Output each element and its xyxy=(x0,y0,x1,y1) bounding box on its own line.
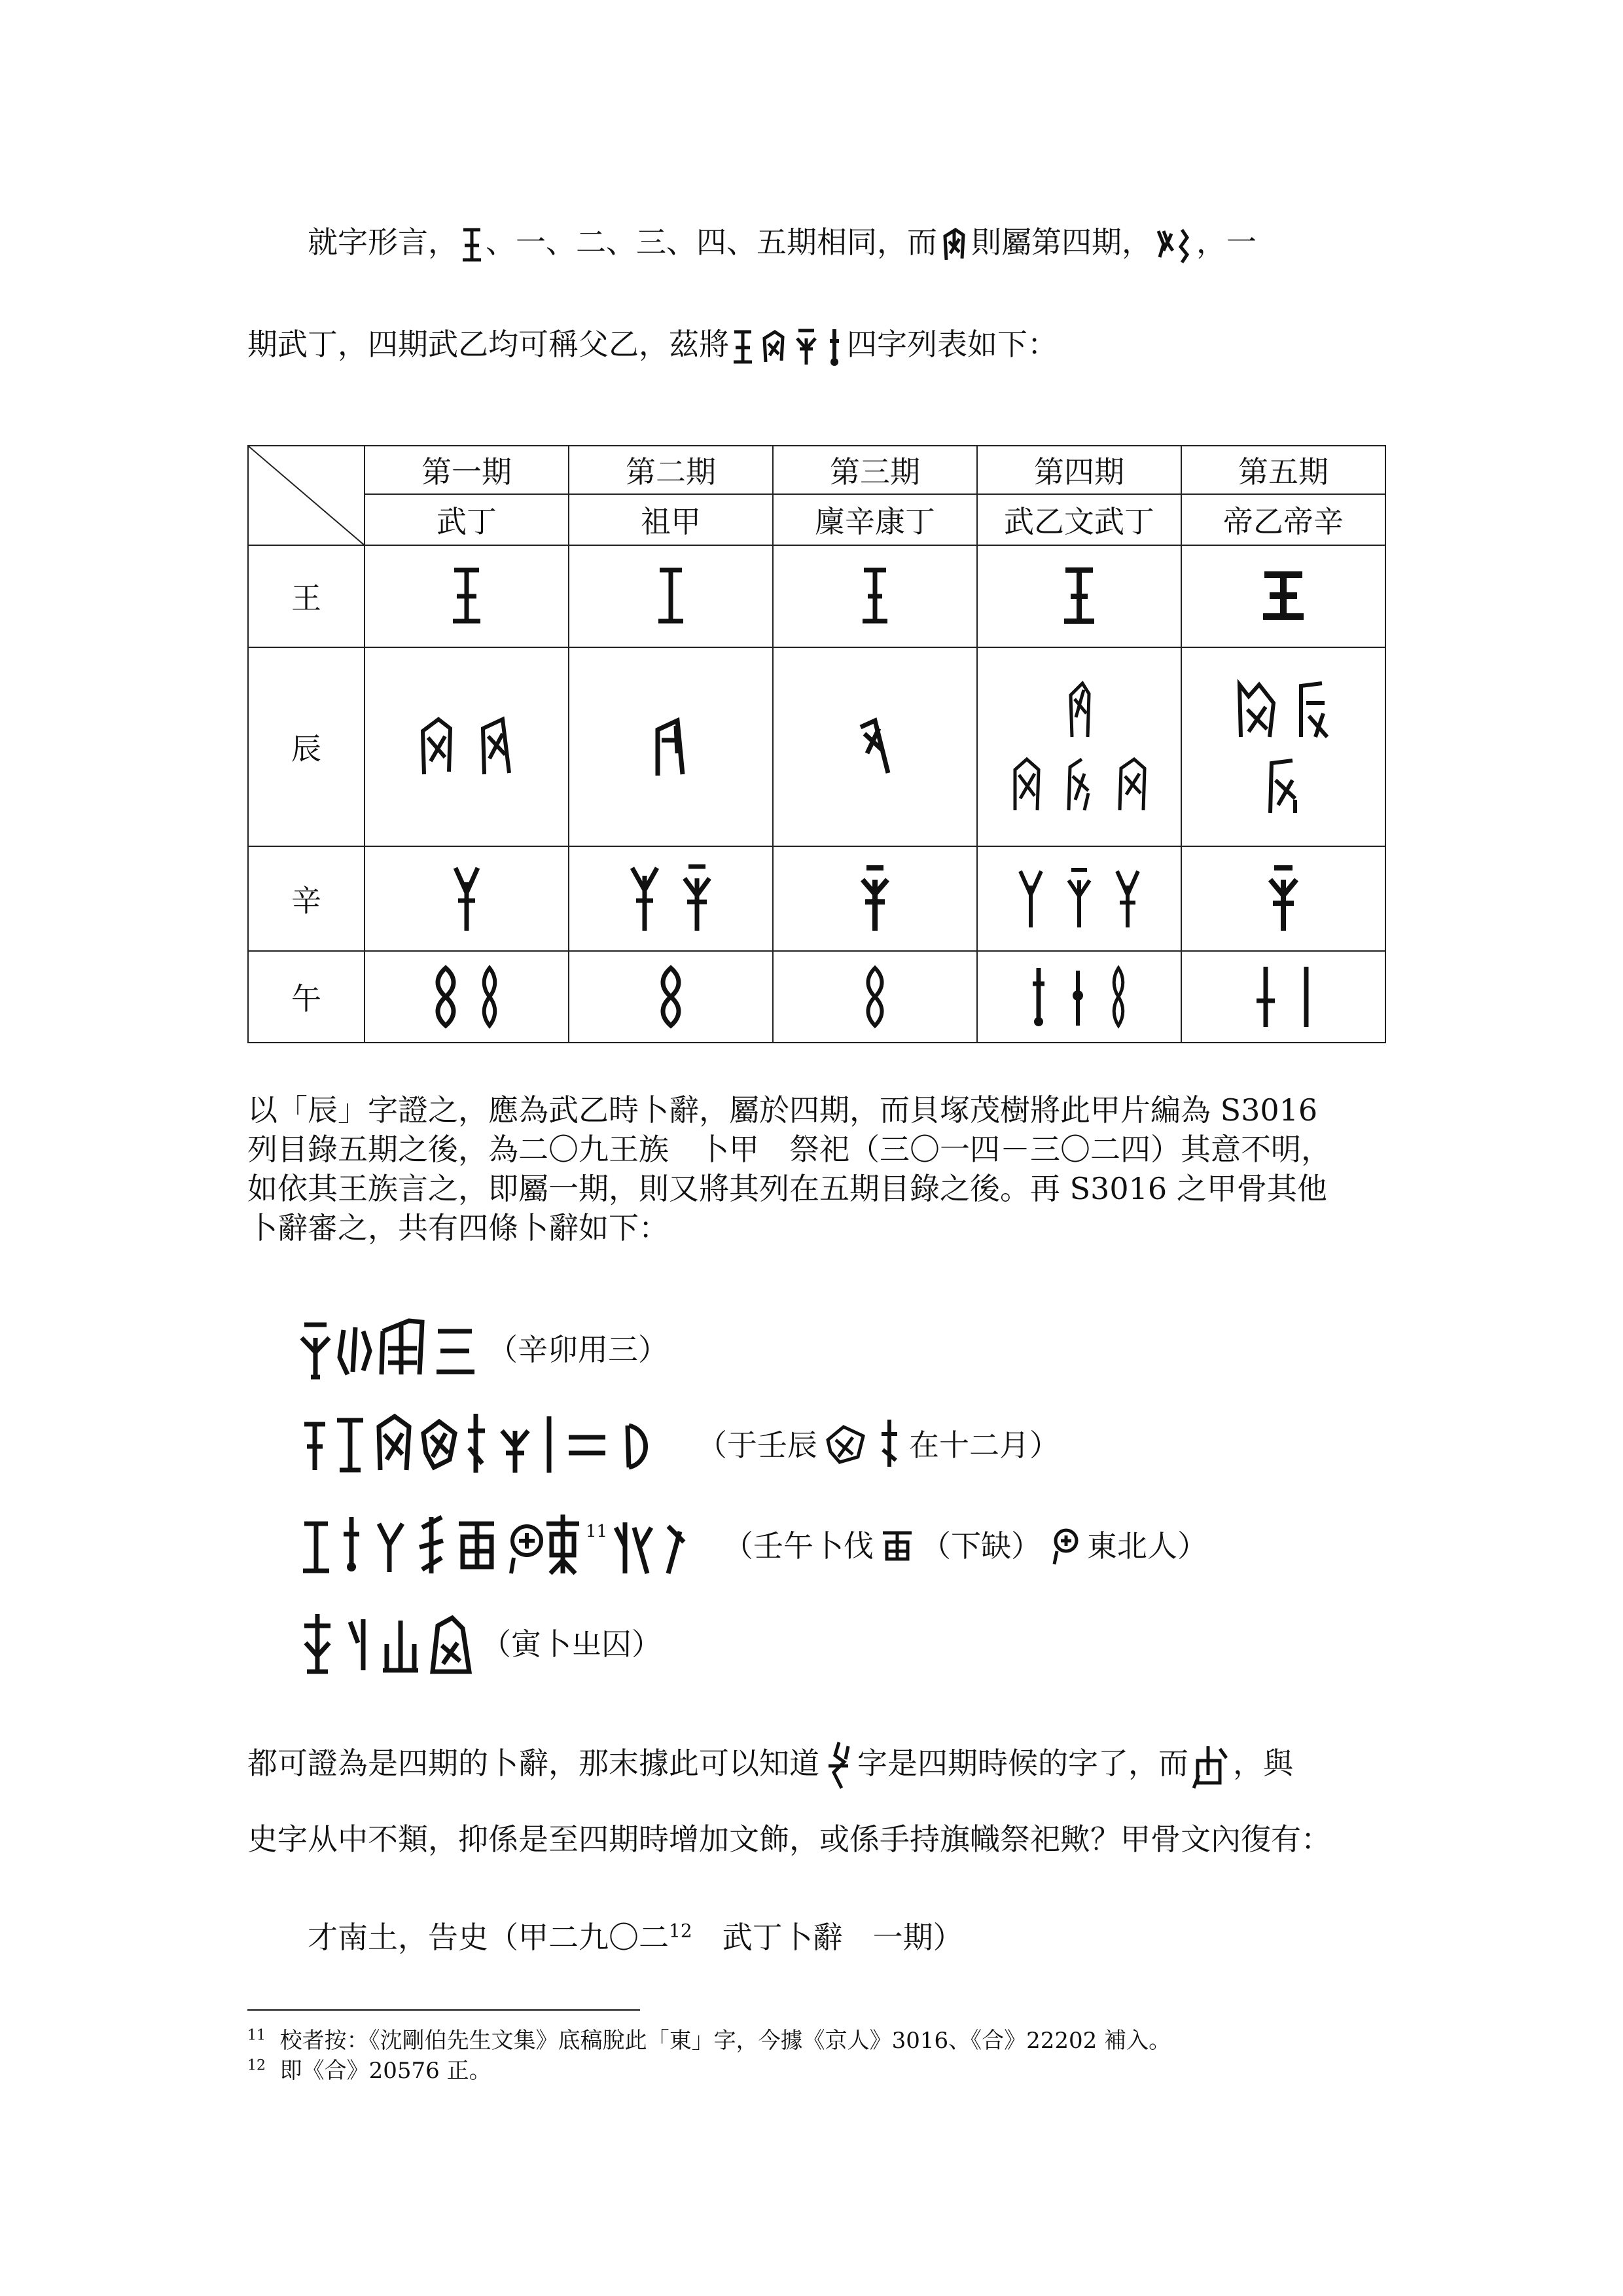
oracle-chen-glyph xyxy=(1265,754,1302,817)
oracle-chen-glyph xyxy=(1115,754,1149,814)
oracle-chen-glyph xyxy=(759,328,788,366)
inscription-gloss: （于壬辰 xyxy=(697,1427,817,1463)
period-header: 第五期 xyxy=(1181,446,1385,494)
footnote-mark: 11 xyxy=(586,1522,608,1541)
oracle-wu-glyph xyxy=(1029,964,1048,1030)
wang-period-1 xyxy=(365,545,569,647)
wu-period-3 xyxy=(773,951,977,1043)
oracle-wang-glyph xyxy=(1260,568,1306,624)
paragraph-line: 卜辭審之，共有四條卜辭如下： xyxy=(247,1210,669,1246)
row-label-chen: 辰 xyxy=(248,647,365,846)
king-header: 武乙文武丁 xyxy=(977,494,1181,545)
chen-period-5 xyxy=(1181,647,1385,846)
wang-period-5 xyxy=(1181,545,1385,647)
oracle-xin-glyph xyxy=(450,863,483,935)
oracle-fu-yi-glyph xyxy=(1154,224,1194,265)
inscription-1 xyxy=(298,1312,668,1384)
oracle-glyph xyxy=(1048,1521,1080,1567)
inscription-4 xyxy=(298,1606,662,1678)
chen-period-1 xyxy=(365,647,569,846)
period-comparison-table xyxy=(247,445,1386,1043)
intro-line-2: 期武丁，四期武乙均可稱父乙，茲將 四字列表如下： xyxy=(247,325,1058,367)
oracle-chen-glyph xyxy=(855,714,895,780)
oracle-wang-glyph xyxy=(859,565,891,628)
corner-diagonal-cell xyxy=(248,446,365,545)
chen-period-3 xyxy=(773,647,977,846)
xin-period-5 xyxy=(1181,846,1385,951)
period-header: 第三期 xyxy=(773,446,977,494)
oracle-chen-glyph xyxy=(940,226,969,264)
oracle-chen-glyph xyxy=(824,1420,870,1466)
oracle-shi-glyph xyxy=(1191,1742,1230,1789)
row-label-wang: 王 xyxy=(248,545,365,647)
paragraph-3-line-2: 史字从中不類，抑係是至四期時增加文飾，或係手持旗幟祭祀歟？甲骨文內復有： xyxy=(247,1821,1331,1857)
footnote-number: 12 xyxy=(247,2057,266,2074)
oracle-chen-glyph xyxy=(651,714,690,780)
king-header: 武丁 xyxy=(365,494,569,545)
xin-period-4 xyxy=(977,846,1181,951)
footnote-separator xyxy=(247,2009,640,2011)
oracle-chen-glyph xyxy=(1296,677,1332,742)
period-header: 第二期 xyxy=(569,446,773,494)
oracle-glyph xyxy=(876,1417,902,1469)
oracle-wu-glyph xyxy=(1298,963,1314,1031)
oracle-wang-glyph xyxy=(461,226,483,264)
wu-period-5 xyxy=(1181,951,1385,1043)
oracle-wang-glyph xyxy=(732,328,754,366)
oracle-wu-glyph xyxy=(433,964,459,1030)
paragraph-3-line-1: 都可證為是四期的卜辭，那末據此可以知道 字是四期時候的字了，而 ，與 xyxy=(247,1740,1293,1792)
oracle-chen-glyph xyxy=(1062,754,1096,814)
xin-period-3 xyxy=(773,846,977,951)
oracle-wu-glyph xyxy=(658,964,684,1030)
wang-period-2 xyxy=(569,545,773,647)
oracle-xin-glyph xyxy=(1113,866,1142,931)
oracle-xin-glyph xyxy=(1016,866,1045,931)
wang-period-3 xyxy=(773,545,977,647)
king-header: 祖甲 xyxy=(569,494,773,545)
oracle-xin-glyph xyxy=(628,863,661,935)
wu-period-2 xyxy=(569,951,773,1043)
xin-period-1 xyxy=(365,846,569,951)
inscription-gloss: （寅卜㞢囚） xyxy=(481,1626,662,1662)
paragraph-s3016 xyxy=(247,1090,1331,1247)
wang-period-4 xyxy=(977,545,1181,647)
oracle-chen-glyph xyxy=(1010,754,1044,814)
paragraph-line: 列目錄五期之後，為二〇九王族 卜甲 祭祀（三〇一四－三〇二四）其意不明， xyxy=(247,1132,1331,1167)
oracle-wang-glyph xyxy=(450,565,483,628)
inscription-gloss: 在十二月） xyxy=(909,1427,1060,1463)
oracle-wang-glyph xyxy=(654,565,687,628)
period-header: 第四期 xyxy=(977,446,1181,494)
xin-period-2 xyxy=(569,846,773,951)
inscription-3 xyxy=(298,1508,1207,1580)
paragraph-line: 如依其王族言之，即屬一期，則又將其列在五期目錄之後。再 S3016 之甲骨其他 xyxy=(247,1171,1327,1206)
oracle-wu-glyph xyxy=(1253,963,1279,1031)
footnote-11: $^{11}$ 校者按：《沈剛伯先生文集》底稿脫此「東」字，今據《京人》3016、《合》22202 補入。 xyxy=(247,2027,1171,2054)
oracle-wu-glyph xyxy=(825,327,844,367)
oracle-xin-glyph xyxy=(793,327,819,367)
oracle-wu-glyph xyxy=(1107,964,1130,1030)
oracle-glyph xyxy=(880,1521,914,1567)
oracle-inscription-glyphs xyxy=(298,1508,717,1580)
oracle-xin-glyph xyxy=(859,863,891,935)
oracle-wang-glyph xyxy=(1061,565,1097,628)
oracle-inscription-glyphs xyxy=(298,1312,481,1384)
wu-period-1 xyxy=(365,951,569,1043)
oracle-xin-glyph xyxy=(681,863,713,935)
footnote-number: 11 xyxy=(247,2027,266,2044)
oracle-chen-glyph xyxy=(476,714,516,780)
king-header: 廩辛康丁 xyxy=(773,494,977,545)
oracle-wu-glyph xyxy=(478,964,501,1030)
oracle-wu-glyph xyxy=(1068,964,1088,1030)
oracle-chen-glyph xyxy=(1234,677,1280,742)
chen-period-4 xyxy=(977,647,1181,846)
oracle-glyph xyxy=(822,1740,855,1792)
inscription-2 xyxy=(298,1407,1060,1479)
chen-period-2 xyxy=(569,647,773,846)
inscription-gloss: （壬午卜伐 xyxy=(723,1528,874,1564)
oracle-inscription-glyphs xyxy=(298,1606,474,1678)
row-label-xin: 辛 xyxy=(248,846,365,951)
intro-line-1: 就字形言， 、一、二、三、四、五期相同，而 則屬第四期， ，一 xyxy=(308,223,1257,265)
oracle-xin-glyph xyxy=(1065,866,1094,931)
inscription-gloss: （辛卯用三） xyxy=(488,1332,668,1367)
oracle-wu-glyph xyxy=(862,964,888,1030)
footnote-ref[interactable]: 12 xyxy=(669,1920,692,1942)
king-header: 帝乙帝辛 xyxy=(1181,494,1385,545)
oracle-xin-glyph xyxy=(1266,863,1300,935)
oracle-chen-glyph xyxy=(418,714,457,780)
paragraph-line: 以「辰」字證之，應為武乙時卜辭，屬於四期，而貝塚茂樹將此甲片編為 S3016 xyxy=(247,1092,1318,1128)
footnote-12: $^{12}$ 即《合》20576 正。 xyxy=(247,2057,491,2084)
inscription-gloss: 東北人） xyxy=(1087,1528,1207,1564)
oracle-chen-glyph xyxy=(1063,679,1096,742)
wu-period-4 xyxy=(977,951,1181,1043)
inscription-gloss: （下缺） xyxy=(921,1528,1041,1564)
period-header: 第一期 xyxy=(365,446,569,494)
quoted-inscription: 才南土，告史（甲二九〇二$^{12}$ 武丁卜辭 一期） xyxy=(308,1920,963,1955)
row-label-wu: 午 xyxy=(248,951,365,1043)
oracle-inscription-glyphs xyxy=(298,1407,690,1479)
